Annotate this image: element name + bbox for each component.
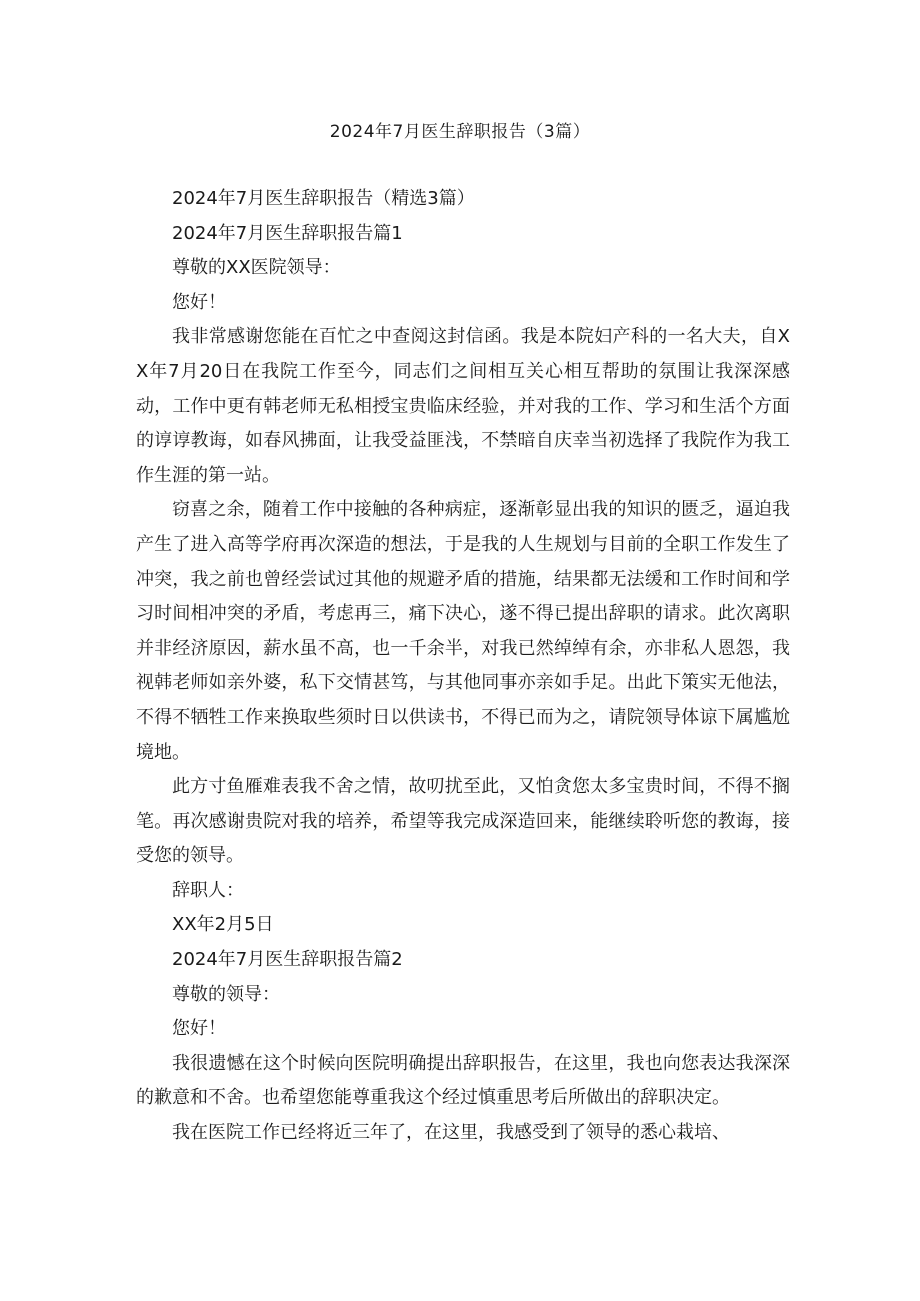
paragraph-1-2: 窃喜之余，随着工作中接触的各种病症，逐渐彰显出我的知识的匮乏，逼迫我产生了进入高等学府再次深造的想法，于是我的人生规划与目前的全职工作发生了冲突，我之前也曾经尝试过其他的规避矛盾的措施，结果都无法缓和工作时间和学习时间相冲突的矛盾，考虑再三，痛下决心，遂不得已提出辞职的请求。此次离职并非经济原因，薪水虽不高，也一千余半，对我已然绰绰有余，亦非私人恩怨，我视韩老师如亲外婆，私下交情甚笃，与其他同事亦亲如手足。出此下策实无他法，不得不牺牲工作来换取些须时日以供读书，不得已而为之，请院领导体谅下属尴尬境地。 xyxy=(136,499,790,763)
signature-label: 辞职人： xyxy=(172,879,244,901)
paragraph-2-1: 我很遗憾在这个时候向医院明确提出辞职报告，在这里，我也向您表达我深深的歉意和不舍。也希望您能尊重我这个经过慎重思考后所做出的辞职决定。 xyxy=(136,1052,790,1109)
paragraph-2-2: 我在医院工作已经将近三年了，在这里，我感受到了领导的悉心栽培、 xyxy=(172,1122,730,1144)
salutation-1: 尊敬的XX医院领导： xyxy=(172,257,341,279)
document-body xyxy=(136,182,790,1151)
section-heading-1: 2024年7月医生辞职报告篇1 xyxy=(172,222,403,244)
document-title: 2024年7月医生辞职报告（3篇） xyxy=(329,122,591,142)
subtitle-line: 2024年7月医生辞职报告（精选3篇） xyxy=(172,188,475,209)
greeting-1: 您好！ xyxy=(172,291,226,313)
salutation-2: 尊敬的领导： xyxy=(172,983,280,1005)
section-heading-2: 2024年7月医生辞职报告篇2 xyxy=(172,949,403,971)
greeting-2: 您好！ xyxy=(172,1018,226,1040)
paragraph-1-3: 此方寸鱼雁难表我不舍之情，故叨扰至此，又怕贪您太多宝贵时间，不得不搁笔。再次感谢贵院对我的培养，希望等我完成深造回来，能继续聆听您的教诲，接受您的领导。 xyxy=(136,776,790,867)
signature-date: XX年2月5日 xyxy=(172,914,274,936)
paragraph-1-1: 我非常感谢您能在百忙之中查阅这封信函。我是本院妇产科的一名大夫，自XX年7月20日在我院工作至今，同志们之间相互关心相互帮助的氛围让我深深感动，工作中更有韩老师无私相授宝贵临床经验，并对我的工作、学习和生活个方面的谆谆教诲，如春风拂面，让我受益匪浅，不禁暗自庆幸当初选择了我院作为我工作生涯的第一站。 xyxy=(136,326,790,486)
